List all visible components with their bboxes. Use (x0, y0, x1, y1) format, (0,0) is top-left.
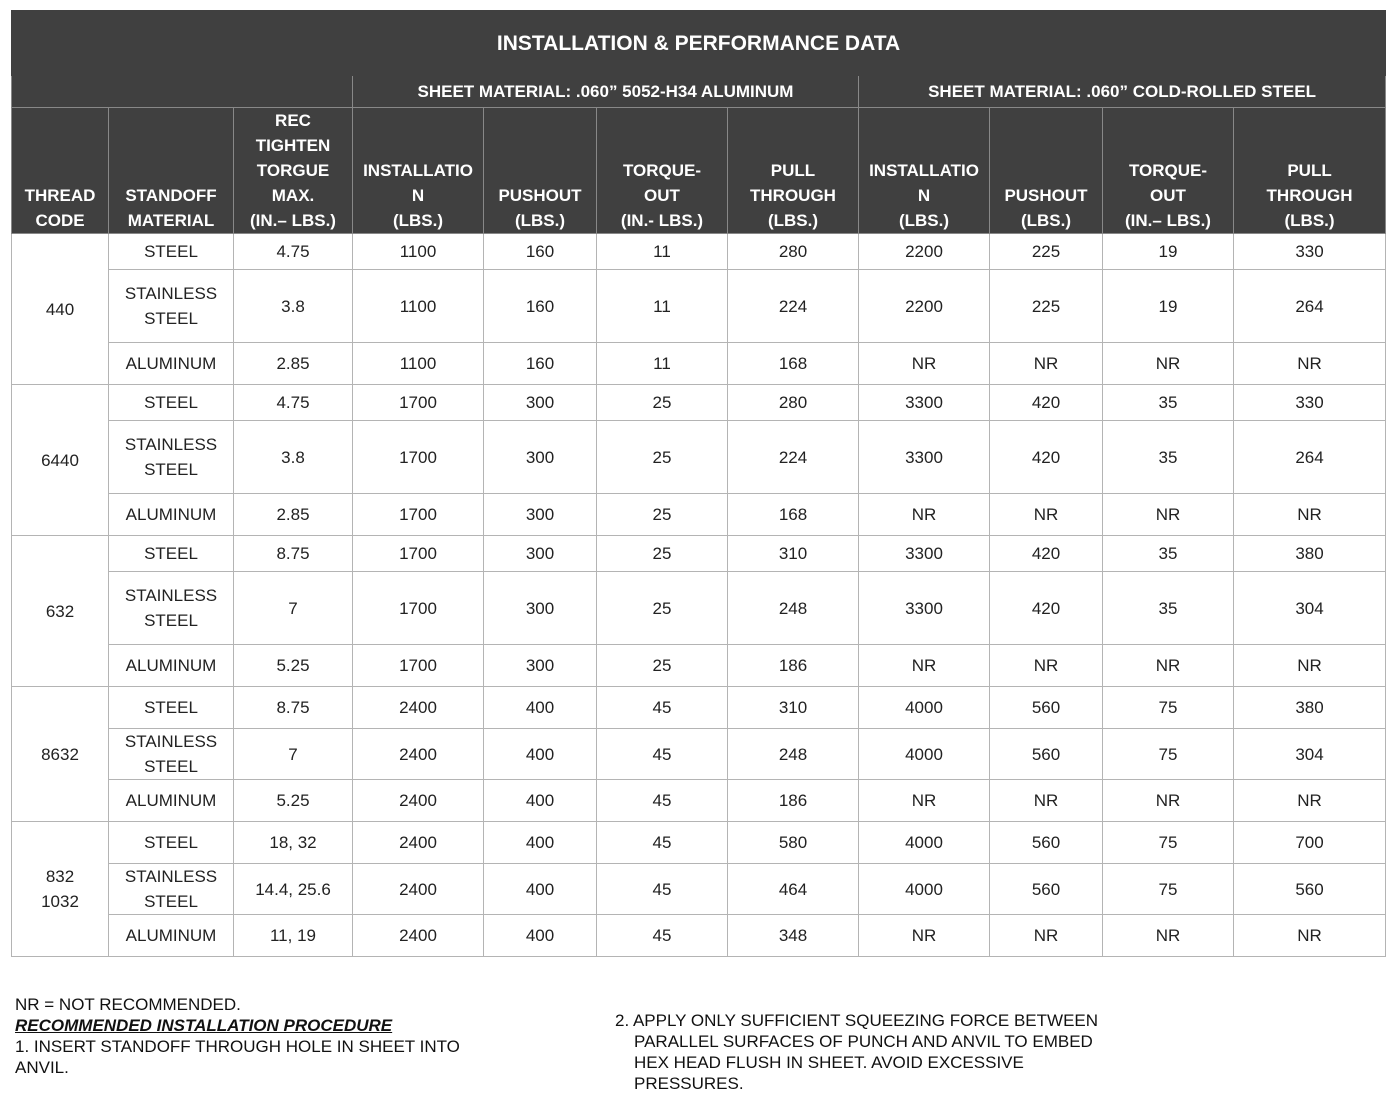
text-line: OUT (1150, 186, 1186, 205)
value-cell: 25 (597, 421, 728, 494)
value-cell: 168 (728, 343, 859, 385)
text-line: (LBS.) (1284, 211, 1335, 230)
col-rec-torque (234, 108, 353, 234)
text-line: (IN.– LBS.) (1125, 211, 1211, 230)
value-cell: 560 (1234, 864, 1386, 915)
value-cell: 4000 (859, 729, 990, 780)
value-cell: NR (859, 915, 990, 957)
material-line: STEEL (144, 309, 198, 328)
notes-left (15, 994, 535, 1078)
text-line: CODE (35, 211, 85, 230)
value-cell: NR (990, 915, 1103, 957)
value-cell: 14.4, 25.6 (234, 864, 353, 915)
value-cell: 19 (1103, 234, 1234, 270)
thread-code-cell (12, 385, 109, 536)
standoff-material-cell (109, 780, 234, 822)
standoff-material-cell (109, 864, 234, 915)
table-row (12, 645, 1386, 687)
col-st-torque-out (1103, 108, 1234, 234)
text-line: ANVIL. (15, 1058, 69, 1077)
table-row (12, 494, 1386, 536)
value-cell: 400 (484, 864, 597, 915)
value-cell: 3.8 (234, 421, 353, 494)
thread-code-line: 8632 (41, 744, 79, 764)
thread-code-line: 632 (45, 601, 75, 621)
value-cell: 3300 (859, 572, 990, 645)
text-line: STANDOFF (125, 186, 217, 205)
col-standoff-material (109, 108, 234, 234)
col-st-pushout (990, 108, 1103, 234)
table-row (12, 729, 1386, 780)
value-cell: 300 (484, 645, 597, 687)
value-cell: 560 (990, 864, 1103, 915)
col-al-pull-through (728, 108, 859, 234)
value-cell: 25 (597, 494, 728, 536)
value-cell: NR (1103, 780, 1234, 822)
value-cell: 560 (990, 822, 1103, 864)
value-cell: NR (1103, 494, 1234, 536)
value-cell: 2400 (353, 780, 484, 822)
thread-code-line: 440 (45, 299, 75, 319)
value-cell: 3300 (859, 421, 990, 494)
text-line: TORQUE- (1128, 161, 1208, 180)
value-cell: 400 (484, 687, 597, 729)
value-cell: 75 (1103, 687, 1234, 729)
value-cell: 304 (1234, 729, 1386, 780)
table-row (12, 822, 1386, 864)
value-cell: 560 (990, 687, 1103, 729)
col-al-torque-out (597, 108, 728, 234)
value-cell: 1700 (353, 385, 484, 421)
text-line: (LBS.) (898, 211, 950, 230)
text-line: (LBS.) (514, 211, 566, 230)
text-line: INSTALLATIO (869, 161, 979, 180)
nr-note: NR = NOT RECOMMENDED. (15, 995, 241, 1014)
value-cell: 3300 (859, 536, 990, 572)
value-cell: 1700 (353, 645, 484, 687)
value-cell: NR (1234, 343, 1386, 385)
table-row (12, 270, 1386, 343)
col-st-installation (859, 108, 990, 234)
col-al-installation (353, 108, 484, 234)
thread-code-line: 6440 (41, 450, 79, 470)
text-line: MAX. (271, 186, 315, 205)
material-line: ALUMINUM (125, 926, 217, 945)
value-cell: 420 (990, 536, 1103, 572)
material-line: ALUMINUM (125, 656, 217, 675)
text-line: REC (275, 111, 311, 130)
table-row (12, 572, 1386, 645)
value-cell: 35 (1103, 572, 1234, 645)
material-line: STEEL (144, 611, 198, 630)
value-cell: NR (990, 494, 1103, 536)
table-row (12, 780, 1386, 822)
value-cell: 2400 (353, 864, 484, 915)
value-cell: NR (1234, 915, 1386, 957)
value-cell: 264 (1234, 421, 1386, 494)
value-cell: 45 (597, 729, 728, 780)
text-line: (IN.– LBS.) (250, 211, 336, 230)
table-row (12, 536, 1386, 572)
group-spacer (12, 76, 353, 108)
value-cell: 400 (484, 915, 597, 957)
value-cell: 1700 (353, 572, 484, 645)
standoff-material-cell (109, 915, 234, 957)
value-cell: 7 (234, 572, 353, 645)
value-cell: 11 (597, 270, 728, 343)
value-cell: 248 (728, 729, 859, 780)
value-cell: 25 (597, 536, 728, 572)
value-cell: 300 (484, 572, 597, 645)
value-cell: 11 (597, 343, 728, 385)
value-cell: 7 (234, 729, 353, 780)
value-cell: 464 (728, 864, 859, 915)
value-cell: 380 (1234, 536, 1386, 572)
col-al-pushout (484, 108, 597, 234)
standoff-material-cell (109, 421, 234, 494)
standoff-material-cell (109, 536, 234, 572)
table-row (12, 385, 1386, 421)
value-cell: 25 (597, 645, 728, 687)
value-cell: 11 (597, 234, 728, 270)
value-cell: 35 (1103, 385, 1234, 421)
value-cell: 1700 (353, 536, 484, 572)
value-cell: 560 (990, 729, 1103, 780)
value-cell: 2400 (353, 822, 484, 864)
standoff-material-cell (109, 234, 234, 270)
value-cell: NR (1103, 915, 1234, 957)
standoff-material-cell (109, 822, 234, 864)
value-cell: 400 (484, 729, 597, 780)
thread-code-line: 1032 (41, 892, 79, 911)
text-line: THROUGH (1266, 186, 1353, 205)
text-line: PUSHOUT (498, 186, 582, 205)
value-cell: 5.25 (234, 645, 353, 687)
material-line: STEEL (144, 892, 198, 911)
value-cell: 4000 (859, 687, 990, 729)
value-cell: 1700 (353, 421, 484, 494)
text-line: THREAD (24, 186, 96, 205)
text-line: PUSHOUT (1004, 186, 1088, 205)
material-line: STAINLESS (124, 284, 218, 303)
col-st-pull-through (1234, 108, 1386, 234)
value-cell: 5.25 (234, 780, 353, 822)
thread-code-cell (12, 687, 109, 822)
material-line: STEEL (144, 544, 198, 563)
value-cell: 3.8 (234, 270, 353, 343)
value-cell: 400 (484, 780, 597, 822)
value-cell: 45 (597, 864, 728, 915)
text-line: HEX HEAD FLUSH IN SHEET. AVOID EXCESSIVE (634, 1053, 1024, 1072)
value-cell: 225 (990, 270, 1103, 343)
standoff-material-cell (109, 494, 234, 536)
value-cell: 300 (484, 385, 597, 421)
value-cell: NR (859, 494, 990, 536)
value-cell: 248 (728, 572, 859, 645)
value-cell: 420 (990, 572, 1103, 645)
value-cell: 168 (728, 494, 859, 536)
value-cell: 380 (1234, 687, 1386, 729)
value-cell: 224 (728, 421, 859, 494)
value-cell: NR (990, 780, 1103, 822)
standoff-material-cell (109, 687, 234, 729)
standoff-material-cell (109, 343, 234, 385)
value-cell: 160 (484, 270, 597, 343)
text-line: (LBS.) (767, 211, 819, 230)
table-row (12, 864, 1386, 915)
text-line: PARALLEL SURFACES OF PUNCH AND ANVIL TO EMBED (634, 1032, 1093, 1051)
value-cell: 420 (990, 421, 1103, 494)
value-cell: 300 (484, 494, 597, 536)
value-cell: 304 (1234, 572, 1386, 645)
value-cell: NR (1103, 343, 1234, 385)
value-cell: 225 (990, 234, 1103, 270)
value-cell: 310 (728, 687, 859, 729)
material-line: STEEL (144, 757, 198, 776)
value-cell: 1100 (353, 343, 484, 385)
value-cell: 3300 (859, 385, 990, 421)
value-cell: 280 (728, 234, 859, 270)
table-title: INSTALLATION & PERFORMANCE DATA (12, 11, 1386, 76)
value-cell: 2.85 (234, 494, 353, 536)
value-cell: 420 (990, 385, 1103, 421)
value-cell: 580 (728, 822, 859, 864)
table-row (12, 343, 1386, 385)
value-cell: 1100 (353, 234, 484, 270)
value-cell: 4000 (859, 864, 990, 915)
value-cell: 330 (1234, 234, 1386, 270)
text-line: MATERIAL (127, 211, 215, 230)
text-line: (LBS.) (1020, 211, 1072, 230)
value-cell: 2.85 (234, 343, 353, 385)
value-cell: 2200 (859, 270, 990, 343)
value-cell: 186 (728, 645, 859, 687)
value-cell: 330 (1234, 385, 1386, 421)
text-line: OUT (644, 186, 680, 205)
value-cell: 18, 32 (234, 822, 353, 864)
value-cell: 75 (1103, 864, 1234, 915)
value-cell: 160 (484, 234, 597, 270)
thread-code-line: 832 (45, 867, 75, 886)
value-cell: 45 (597, 915, 728, 957)
material-line: STAINLESS (124, 732, 218, 751)
standoff-material-cell (109, 729, 234, 780)
text-line: PULL (770, 161, 816, 180)
value-cell: 8.75 (234, 536, 353, 572)
value-cell: 160 (484, 343, 597, 385)
value-cell: 348 (728, 915, 859, 957)
thread-code-cell (12, 234, 109, 385)
value-cell: 300 (484, 421, 597, 494)
value-cell: 2400 (353, 729, 484, 780)
text-line: (LBS.) (392, 211, 444, 230)
step-2 (615, 1010, 1175, 1094)
value-cell: 280 (728, 385, 859, 421)
value-cell: 300 (484, 536, 597, 572)
material-line: STEEL (144, 393, 198, 412)
standoff-material-cell (109, 385, 234, 421)
text-line: TIGHTEN (255, 136, 331, 155)
value-cell: NR (859, 645, 990, 687)
value-cell: 45 (597, 687, 728, 729)
standoff-material-cell (109, 270, 234, 343)
col-thread-code (12, 108, 109, 234)
value-cell: 19 (1103, 270, 1234, 343)
thread-code-cell (12, 822, 109, 957)
table-row (12, 234, 1386, 270)
procedure-title: RECOMMENDED INSTALLATION PROCEDURE (15, 1016, 393, 1035)
text-line: (IN.- LBS.) (620, 211, 704, 230)
table-row (12, 915, 1386, 957)
group-steel-header: SHEET MATERIAL: .060” COLD-ROLLED STEEL (859, 76, 1386, 108)
value-cell: NR (859, 343, 990, 385)
material-line: ALUMINUM (125, 354, 217, 373)
text-line: 1. INSERT STANDOFF THROUGH HOLE IN SHEET INTO (15, 1037, 460, 1056)
value-cell: 25 (597, 385, 728, 421)
value-cell: 45 (597, 822, 728, 864)
value-cell: NR (1234, 494, 1386, 536)
table-body (12, 234, 1386, 957)
text-line: PRESSURES. (634, 1074, 744, 1093)
material-line: STAINLESS (124, 435, 218, 454)
text-line: THROUGH (750, 186, 836, 205)
standoff-material-cell (109, 645, 234, 687)
material-line: STAINLESS (124, 867, 218, 886)
value-cell: NR (859, 780, 990, 822)
value-cell: 11, 19 (234, 915, 353, 957)
table-row (12, 687, 1386, 729)
value-cell: 1700 (353, 494, 484, 536)
text-line: N (917, 186, 931, 205)
thread-code-cell (12, 536, 109, 687)
text-line: INSTALLATIO (363, 161, 473, 180)
value-cell: 75 (1103, 822, 1234, 864)
value-cell: 224 (728, 270, 859, 343)
material-line: STEEL (144, 698, 198, 717)
text-line: N (411, 186, 425, 205)
value-cell: 186 (728, 780, 859, 822)
value-cell: NR (990, 645, 1103, 687)
material-line: ALUMINUM (125, 505, 217, 524)
value-cell: 400 (484, 822, 597, 864)
performance-table (11, 10, 1386, 957)
text-line: PULL (1287, 161, 1332, 180)
value-cell: 700 (1234, 822, 1386, 864)
material-line: STEEL (144, 460, 198, 479)
value-cell: 4.75 (234, 234, 353, 270)
material-line: STEEL (144, 833, 198, 852)
table-row (12, 421, 1386, 494)
value-cell: 2400 (353, 915, 484, 957)
value-cell: 45 (597, 780, 728, 822)
value-cell: 2400 (353, 687, 484, 729)
value-cell: 310 (728, 536, 859, 572)
value-cell: 4000 (859, 822, 990, 864)
value-cell: NR (1234, 645, 1386, 687)
text-line: TORQUE- (622, 161, 702, 180)
material-line: ALUMINUM (125, 791, 217, 810)
value-cell: 25 (597, 572, 728, 645)
value-cell: 35 (1103, 536, 1234, 572)
value-cell: NR (990, 343, 1103, 385)
material-line: STAINLESS (124, 586, 218, 605)
value-cell: 75 (1103, 729, 1234, 780)
value-cell: NR (1234, 780, 1386, 822)
material-line: STEEL (144, 242, 198, 261)
text-line: TORGUE (256, 161, 330, 180)
value-cell: 35 (1103, 421, 1234, 494)
notes-right (615, 1010, 1175, 1094)
text-line: 2. APPLY ONLY SUFFICIENT SQUEEZING FORCE BETWEEN (615, 1011, 1099, 1030)
value-cell: 1100 (353, 270, 484, 343)
value-cell: 264 (1234, 270, 1386, 343)
step-1 (15, 1036, 535, 1078)
group-aluminum-header: SHEET MATERIAL: .060” 5052-H34 ALUMINUM (353, 76, 859, 108)
value-cell: 8.75 (234, 687, 353, 729)
value-cell: 4.75 (234, 385, 353, 421)
standoff-material-cell (109, 572, 234, 645)
value-cell: NR (1103, 645, 1234, 687)
value-cell: 2200 (859, 234, 990, 270)
